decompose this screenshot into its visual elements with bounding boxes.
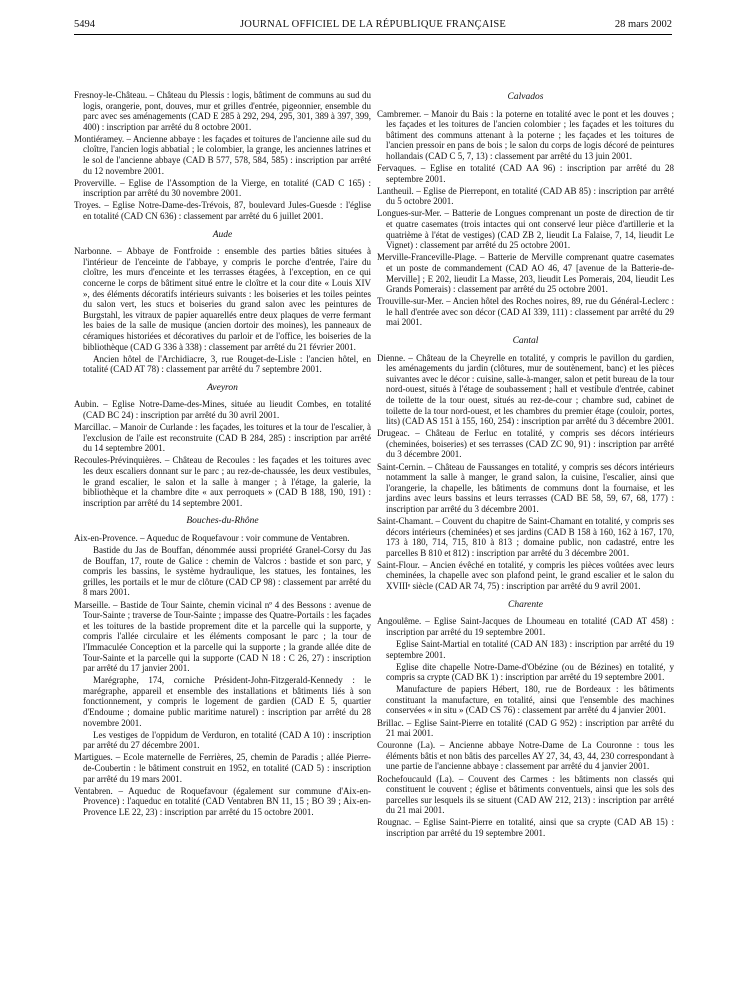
listing-entry: Ventabren. – Aqueduc de Roquefavour (également sur commune d'Aix-en-Provence) : l'aqueduc en totalité (CAD Ventabren BN 11, 15 ; BO 39 ; Aix-en-Provence LE 22, 23) : inscription par arrêté du 15 octobre 2001. [74, 785, 371, 817]
listing-entry: Brillac. – Eglise Saint-Pierre en totalité (CAD G 952) : inscription par arrêté du 21 mai 2001. [377, 717, 674, 739]
department-heading: Aveyron [207, 382, 238, 393]
listing-entry: Bastide du Jas de Bouffan, dénommée aussi propriété Granel-Corsy du Jas de Bouffan, 17, route de Galice : chemin de Valcros : bastide et son parc, y compris les bassins, le système hydraulique, les statues, les fontaines, les grilles, les portails et le mur de clôture (CAD CP 98) : classement par arrêté du 8 mars 2001. [83, 545, 371, 598]
listing-entry: Narbonne. – Abbaye de Fontfroide : ensemble des parties bâties situées à l'intérieur de l'enceinte de l'abbaye, y compris le porche d'entrée, l'aire du cloître, les murs d'enceinte et les terrasses étagées, à l'exception, en ce qui concerne le corps de bâtiment situé entre le cloître et la cour dite « Louis XIV », des éléments décoratifs intérieurs suivants : les boiseries et les toiles peintes du salon vert, les stucs et boiseries du grand salon avec les peintures de Burgstahl, les vitraux de papier aquarellés entre deux plaques de verre fermant les baies de la salle de musique (ancien dortoir des moines), les panneaux de céramiques historiées et décoratives du parloir et de l'office, les boiseries de la bibliothèque (CAD G 336 à 338) : classement par arrêté du 21 février 2001. [74, 246, 371, 352]
listing-entry: Manufacture de papiers Hébert, 180, rue de Bordeaux : les bâtiments constituant la manufacture, en totalité, ainsi que l'ensemble des machines conservées « in situ » (CAD CS 76) : classement par arrêté du 4 janvier 2001. [386, 684, 674, 716]
listing-entry: Recoules-Prévinquières. – Château de Recoules : les façades et les toitures avec les deux escaliers donnant sur le parc ; au rez-de-chaussée, les deux vestibules, le grand escalier, le salon et la salle à manger ; à l'étage, la galerie, la bibliothèque et la chambre dite « aux perroquets » (CAD B 188, 190, 191) : inscription par arrêté du 14 septembre 2001. [74, 455, 371, 508]
listing-entry: Angoulême. – Eglise Saint-Jacques de Lhoumeau en totalité (CAD AT 458) : inscription par arrêté du 19 septembre 2001. [377, 616, 674, 637]
listing-entry: Rougnac. – Eglise Saint-Pierre en totalité, ainsi que sa crypte (CAD AB 15) : inscription par arrêté du 19 septembre 2001. [377, 817, 674, 838]
listing-entry: Montiéramey. – Ancienne abbaye : les façades et toitures de l'ancienne aile sud du cloître, l'ancien logis abbatial ; le colombier, la grange, les anciennes latrines et le sol de l'ancienne abbaye (CAD B 577, 578, 584, 585) : inscription par arrêté du 12 novembre 2001. [74, 133, 371, 176]
listing-entry: Marégraphe, 174, corniche Président-John-Fitzgerald-Kennedy : le marégraphe, appareil et ensemble des installations et bâtiments liés à son fonctionnement, y compris le logement de gardien (CAD E 5, quartier d'Endoume ; domaine public maritime naturel) : inscription par arrêté du 28 novembre 2001. [83, 675, 371, 728]
page-header [74, 18, 672, 32]
listing-entry: Aubin. – Eglise Notre-Dame-des-Mines, située au lieudit Combes, en totalité (CAD BC 24) : inscription par arrêté du 30 avril 2001. [74, 399, 371, 421]
listing-entry: Martigues. – Ecole maternelle de Ferrières, 25, chemin de Paradis ; allée Pierre-de-Coubertin : le bâtiment construit en 1952, en totalité (CAD 5) : inscription par arrêté du 19 mars 2001. [74, 752, 371, 784]
listing-entry: Eglise dite chapelle Notre-Dame-d'Obézine (ou de Bézines) en totalité, y compris sa crypte (CAD BK 1) : inscription par arrêté du 19 septembre 2001. [386, 661, 674, 683]
listing-entry: Saint-Chamant. – Couvent du chapitre de Saint-Chamant en totalité, y compris ses décors intérieurs (cheminées) et ses jardins (CAD B 158 à 160, 162 à 167, 170, 173 à 180, 714, 715, 810 à 813 ; domaine public, non cadastré, entre les parcelles B 810 et 812) : inscription par arrêté du 3 décembre 2001. [377, 515, 674, 558]
listing-entry: Couronne (La). – Ancienne abbaye Notre-Dame de La Couronne : tous les éléments bâtis et non bâtis des parcelles AY 27, 34, 43, 44, 230 correspondant à une partie de l'ancienne abbaye : classement par arrêté du 4 janvier 2001. [377, 740, 674, 772]
journal-title: JOURNAL OFFICIEL DE LA RÉPUBLIQUE FRANÇAISE [240, 19, 506, 30]
header-rule [74, 34, 672, 35]
listing-entry: Saint-Cernin. – Château de Faussanges en totalité, y compris ses décors intérieurs notamment la salle à manger, le grand salon, la cuisine, l'escalier, ainsi que l'orangerie, la chapelle, les bâtiments de communs dont la fournaise, et les jardins avec leurs bassins et leurs terrasses (CAD BE 58, 59, 67, 68, 177) : inscription par arrêté du 3 décembre 2001. [377, 461, 674, 514]
department-heading: Aude [212, 229, 233, 240]
listing-entry: Eglise Saint-Martial en totalité (CAD AN 183) : inscription par arrêté du 19 septembre 2001. [386, 638, 674, 660]
listing-entry: Proverville. – Eglise de l'Assomption de la Vierge, en totalité (CAD C 165) : inscription par arrêté du 30 novembre 2001. [74, 177, 371, 199]
listing-entry: Aix-en-Provence. – Aqueduc de Roquefavour : voir commune de Ventabren. [74, 532, 350, 543]
listing-entry: Lantheuil. – Eglise de Pierrepont, en totalité (CAD AB 85) : inscription par arrêté du 5 octobre 2001. [377, 185, 674, 207]
listing-entry: Longues-sur-Mer. – Batterie de Longues comprenant un poste de direction de tir et quatre casemates (trois intactes qui ont conservé leur pièce d'artillerie et la quatrième à l'état de vestiges) (CAD ZB 2, lieudit La Falaise, 7, 14, lieudit Le Vignet) : classement par arrêté du 25 octobre 2001. [377, 208, 674, 251]
department-heading: Calvados [507, 92, 544, 102]
listing-entry: Ancien hôtel de l'Archidiacre, 3, rue Rouget-de-Lisle : l'ancien hôtel, en totalité (CAD AT 78) : classement par arrêté du 7 septembre 2001. [83, 353, 371, 375]
listing-entry: Troyes. – Eglise Notre-Dame-des-Trévois, 87, boulevard Jules-Guesde : l'église en totalité (CAD CN 636) : classement par arrêté du 6 juillet 2001. [74, 200, 371, 222]
department-heading: Bouches-du-Rhône [186, 516, 259, 527]
page-number: 5494 [74, 19, 95, 30]
listing-entry: Les vestiges de l'oppidum de Verduron, en totalité (CAD A 10) : inscription par arrêté du 27 décembre 2001. [83, 729, 371, 751]
listing-entry: Drugeac. – Château de Ferluc en totalité, y compris ses décors intérieurs (cheminées, boiseries) et ses terrasses (CAD ZC 90, 91) : inscription par arrêté du 3 décembre 2001. [377, 428, 674, 460]
left-column [74, 90, 371, 819]
listing-entry: Merville-Franceville-Plage. – Batterie de Merville comprenant quatre casemates et un poste de commandement (CAD AO 46, 47 [avenue de la Batterie-de-Merville] ; E 202, lieudit La Masse, 203, lieudit Les Pomerais, 204, lieudit Les Grands Pomerais) : classement par arrêté du 25 octobre 2001. [377, 252, 674, 295]
right-column [377, 92, 674, 840]
listing-entry: Fresnoy-le-Château. – Château du Plessis : logis, bâtiment de communs au sud du logis, orangerie, pont, douves, mur et grilles d'entrée, pigeonnier, ensemble du parc avec ses aménagements (CAD E 285 à 292, 294, 295, 301, 389 à 397, 399, 400) : inscription par arrêté du 8 octobre 2001. [74, 90, 371, 132]
listing-entry: Marseille. – Bastide de Tour Sainte, chemin vicinal nº 4 des Bessons : avenue de Tour-Sainte ; traverse de Tour-Sainte ; impasse des Quatre-Portails : les façades et les toitures de la bastide proprement dite et la parcelle qui la supporte, y compris l'allée circulaire et les éléments composant le parc ; la tour de l'Immaculée Conception et la parcelle qui la supporte ; la grande allée dite de Tour-Sainte et la parcelle qui la supporte (CAD N 18 : C 26, 27) : inscription par arrêté du 17 janvier 2001. [74, 599, 371, 674]
listing-entry: Marcillac. – Manoir de Curlande : les façades, les toitures et la tour de l'escalier, à l'exclusion de l'aile est reconstruite (CAD B 284, 285) : inscription par arrêté du 14 septembre 2001. [74, 422, 371, 454]
listing-entry: Rochefoucauld (La). – Couvent des Carmes : les bâtiments non classés qui constituent le couvent ; église et bâtiments conventuels, ainsi que les sols des parcelles sur lesquels ils se situent (CAD AW 212, 213) : inscription par arrêté du 21 mai 2001. [377, 773, 674, 816]
listing-entry: Dienne. – Château de la Cheyrelle en totalité, y compris le pavillon du gardien, les aménagements du jardin (clôtures, mur de soutènement, banc) et les pièces suivantes avec le décor : cuisine, salle-à-manger, salon et petit bureau de la tour nord-ouest, situés à l'étage de soubassement ; hall et vestibule d'entrée, cabinet de toilette de la tour ouest, situés au rez-de-cour ; chambre sud, cabinet de toilette de la tour nord-ouest, et les chambres du premier étage (couloir, portes, lits) (CAD AS 151 à 155, 160, 254) : inscription par arrêté du 3 décembre 2001. [377, 352, 674, 427]
issue-date: 28 mars 2002 [614, 19, 672, 30]
department-heading: Charente [507, 599, 543, 610]
listing-entry: Trouville-sur-Mer. – Ancien hôtel des Roches noires, 89, rue du Général-Leclerc : le hall d'entrée avec son décor (CAD AI 339, 111) : classement par arrêté du 29 mai 2001. [377, 296, 674, 328]
listing-entry: Saint-Flour. – Ancien évêché en totalité, y compris les pièces voûtées avec leurs cheminées, la chapelle avec son plafond peint, le grand escalier et le salon du XVIIIᵉ siècle (CAD AR 74, 75) : inscription par arrêté du 9 avril 2001. [377, 559, 674, 592]
listing-entry: Fervaques. – Eglise en totalité (CAD AA 96) : inscription par arrêté du 28 septembre 2001. [377, 163, 674, 184]
department-heading: Cantal [512, 335, 539, 346]
listing-entry: Cambremer. – Manoir du Bais : la poterne en totalité avec le pont et les douves ; les façades et les toitures de l'ancien colombier ; les façades et les toitures du bâtiment des communs attenant à la poterne ; les façades et les toitures de l'ancien pressoir en pans de bois ; le salon du corps de logis décoré de peintures hollandais (CAD C 5, 7, 13) : classement par arrêté du 13 juin 2001. [377, 108, 674, 161]
